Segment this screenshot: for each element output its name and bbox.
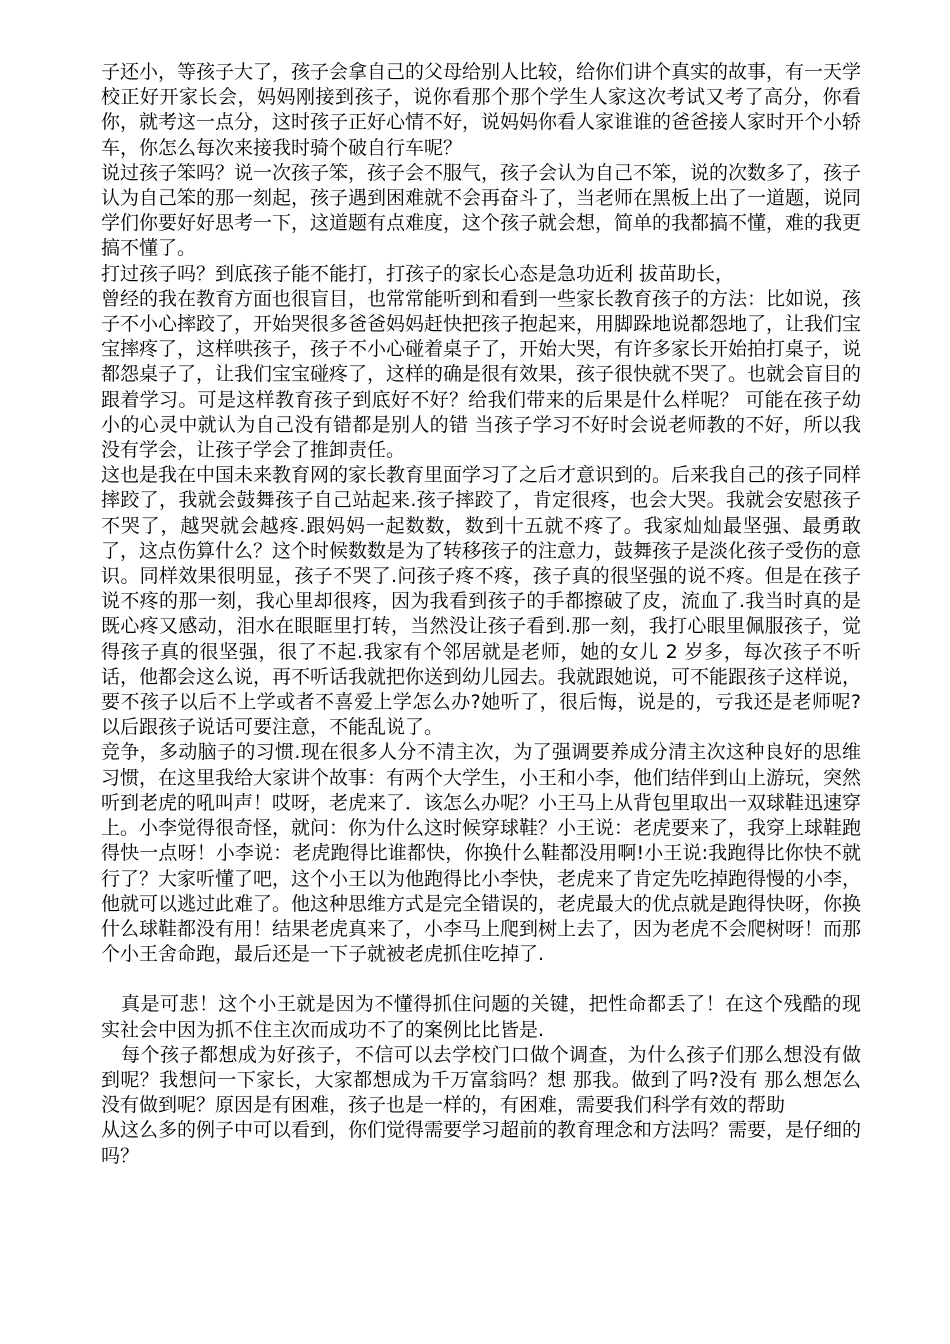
- document-page: [101, 60, 861, 1169]
- paragraph-tiger-story: 竞争，多动脑子的习惯.现在很多人分不清主次，为了强调要养成分清主次这种良好的思维习惯，在这里我给大家讲个故事：有两个大学生，小王和小李，他们结伴到山上游玩，突然听到老虎的吼叫声！哎呀，老虎来了．该怎么办呢？小王马上从背包里取出一双球鞋迅速穿上。小李觉得很奇怪，就问：你为什么这时候穿球鞋？小王说：老虎要来了，我穿上球鞋跑得快一点呀！小李说：老虎跑得比谁都快，你换什么鞋都没用啊!小王说:我跑得比你快不就行了？大家听懂了吧，这个小王以为他跑得比小李快，老虎来了肯定先吃掉跑得慢的小李，他就可以逃过此难了。他这种思维方式是完全错误的，老虎最大的优点就是跑得快呀，你换什么球鞋都没有用！结果老虎真来了，小李马上爬到树上去了，因为老虎不会爬树呀！而那个小王舍命跑，最后还是一下子就被老虎抓住吃掉了.: [101, 741, 862, 966]
- paragraph-hitting-child: 打过孩子吗？到底孩子能不能打，打孩子的家长心态是急功近利 拔苗助长，: [101, 262, 735, 285]
- paragraph-good-child: 每个孩子都想成为好孩子，不信可以去学校门口做个调查，为什么孩子们那么想没有做到呢？我想问一下家长，大家都想成为千万富翁吗？想 那我。做到了吗?没有 那么想怎么没有做到呢？原因是有困难，孩子也是一样的，有困难，需要我们科学有效的帮助: [101, 1043, 861, 1117]
- paragraph-gap: [101, 967, 861, 992]
- paragraph-encouraging-child: 这也是我在中国未来教育网的家长教育里面学习了之后才意识到的。后来我自己的孩子同样摔跤了，我就会鼓舞孩子自己站起来.孩子摔跤了，肯定很疼，也会大哭。我就会安慰孩子不哭了，越哭就会越疼.跟妈妈一起数数，数到十五就不疼了。我家灿灿最坚强、最勇敢了，这点伤算什么？这个时候数数是为了转移孩子的注意力，鼓舞孩子是淡化孩子受伤的意识。同样效果很明显，孩子不哭了.问孩子疼不疼，孩子真的很坚强的说不疼。但是在孩子说不疼的那一刻，我心里却很疼，因为我看到孩子的手都擦破了皮，流血了.我当时真的是既心疼又感动，泪水在眼眶里打转，当然没让孩子看到.那一刻，我打心眼里佩服孩子，觉得孩子真的很坚强，很了不起.我家有个邻居就是老师，她的女儿 2 岁多，每次孩子不听话，他都会这么说，再不听话我就把你送到幼儿园去。我就跟她说，可不能跟孩子这样说，要不孩子以后不上学或者不喜爱上学怎么办?她听了，很后悔，说是的，亏我还是老师呢?以后跟孩子说话可要注意，不能乱说了。: [101, 464, 862, 739]
- paragraph-key-problem: 真是可悲！这个小王就是因为不懂得抓住问题的关键，把性命都丢了！在这个残酷的现实社会中因为抓不住主次而成功不了的案例比比皆是.: [101, 993, 861, 1041]
- paragraph-parent-comparison: 子还小，等孩子大了，孩子会拿自己的父母给别人比较，给你们讲个真实的故事，有一天学校正好开家长会，妈妈刚接到孩子，说你看那个那个学生人家这次考试又考了高分，你看你，就考这一点分，这时孩子正好心情不好，说妈妈你看人家谁谁的爸爸接人家时开个小轿车，你怎么每次来接我时骑个破自行车呢？: [101, 61, 862, 159]
- paragraph-calling-child-stupid: 说过孩子笨吗？说一次孩子笨，孩子会不服气，孩子会认为自己不笨，说的次数多了，孩子认为自己笨的那一刻起，孩子遇到困难就不会再奋斗了，当老师在黑板上出了一道题，说同学们你要好好思考一下，这道题有点难度，这个孩子就会想，简单的我都搞不懂，难的我更搞不懂了。: [101, 161, 862, 260]
- paragraph-closing-question: 从这么多的例子中可以看到，你们觉得需要学习超前的教育理念和方法吗？需要，是仔细的吗？: [101, 1119, 862, 1167]
- paragraph-blind-education: 曾经的我在教育方面也很盲目，也常常能听到和看到一些家长教育孩子的方法：比如说，孩子不小心摔跤了，开始哭很多爸爸妈妈赶快把孩子抱起来，用脚跺地说都怨地了，让我们宝宝摔疼了，这样哄孩子，孩子不小心碰着桌子了，开始大哭，有许多家长开始拍打桌子，说都怨桌子了，让我们宝宝碰疼了，这样的确是很有效果，孩子很快就不哭了。也就会盲目的跟着学习。可是这样教育孩子到底好不好？给我们带来的后果是什么样呢？ 可能在孩子幼小的心灵中就认为自己没有错都是别人的错 当孩子学习不好时会说老师教的不好，所以我没有学会，让孩子学会了推卸责任。: [101, 287, 862, 462]
